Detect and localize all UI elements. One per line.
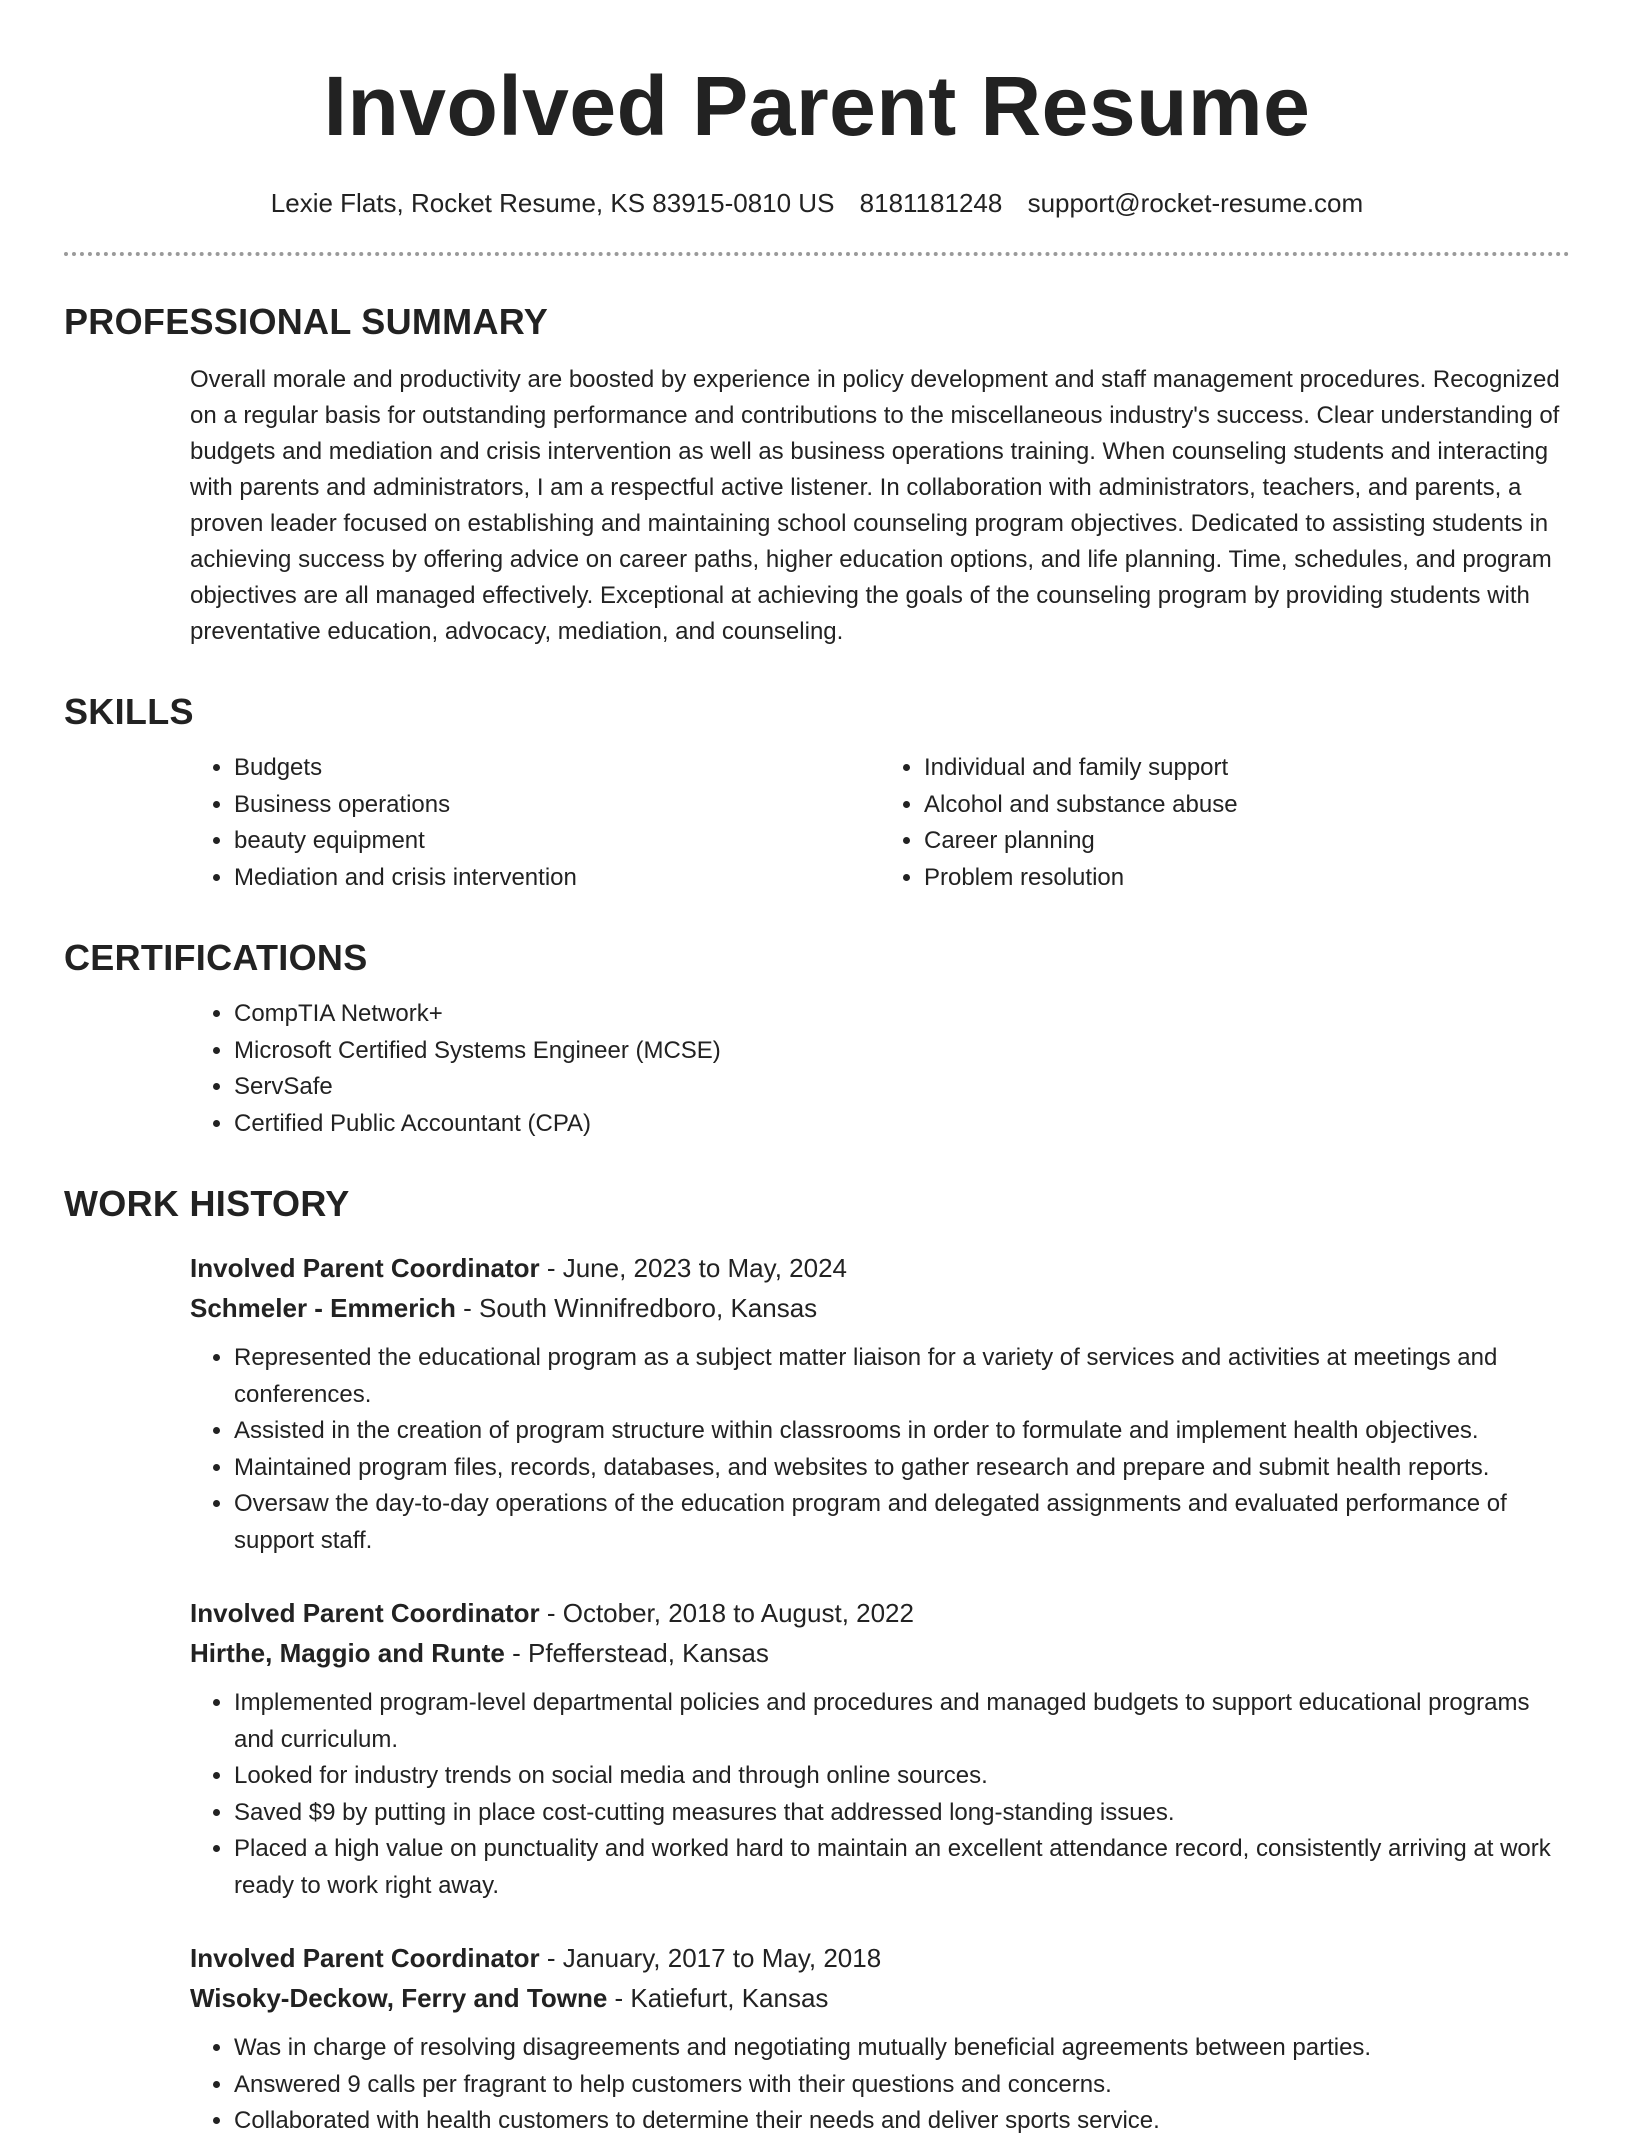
job-bullets [190, 1685, 1570, 1904]
job-bullet: • Answered 9 calls per fragrant to help customers with their questions and concerns. [234, 2067, 1570, 2104]
job-role: Involved Parent Coordinator [190, 1253, 540, 1283]
skills-grid [190, 750, 1570, 896]
resume-page [64, 0, 1570, 2140]
certification-item: • Certified Public Accountant (CPA) [234, 1106, 1570, 1143]
work-history-section [64, 1182, 1570, 2140]
job-entry [190, 1593, 1570, 1904]
job-location: - Pfefferstead, Kansas [504, 1638, 769, 1668]
job-location: - Katiefurt, Kansas [607, 1983, 829, 2013]
skill-item: • Problem resolution [924, 860, 1570, 897]
skill-item: • Business operations [234, 787, 880, 824]
contact-email: support@rocket-resume.com [1027, 188, 1364, 218]
job-bullet: • Saved $9 by putting in place cost-cutting measures that addressed long-standing issues. [234, 1795, 1570, 1832]
certification-item: • ServSafe [234, 1069, 1570, 1106]
job-bullet: • Looked for industry trends on social media and through online sources. [234, 1758, 1570, 1795]
summary-text: Overall morale and productivity are boosted by experience in policy development and staff management procedures. Recognized on a regular basis for outstanding performance and contributions to the miscellaneous industry's success. Clear understanding of budgets and mediation and crisis intervention as well as business operations training. When counseling students and interacting with parents and administrators, I am a respectful active listener. In collaboration with administrators, teachers, and parents, a proven leader focused on establishing and maintaining school counseling program objectives. Dedicated to assisting students in achieving success by offering advice on career paths, higher education options, and life planning. Time, schedules, and program objectives are all managed effectively. Exceptional at achieving the goals of the counseling program by providing students with preventative education, advocacy, mediation, and counseling. [190, 366, 1560, 645]
job-company: Wisoky-Deckow, Ferry and Towne [190, 1983, 608, 2013]
job-company: Hirthe, Maggio and Runte [190, 1638, 505, 1668]
job-bullet: • Assisted in the creation of program structure within classrooms in order to formulate and implement health objectives. [234, 1413, 1570, 1450]
job-bullets [190, 2030, 1570, 2140]
certification-item: • CompTIA Network+ [234, 996, 1570, 1033]
job-title-line [190, 1938, 1570, 1978]
job-bullet: • Oversaw the day-to-day operations of the education program and delegated assignments and evaluated performance of support staff. [234, 1486, 1570, 1559]
skills-heading: SKILLS [64, 691, 194, 732]
skill-item: • Career planning [924, 823, 1570, 860]
skill-item: • beauty equipment [234, 823, 880, 860]
skill-item: • Alcohol and substance abuse [924, 787, 1570, 824]
contact-phone: 8181181248 [859, 188, 1003, 218]
job-role: Involved Parent Coordinator [190, 1598, 540, 1628]
work-history-heading: WORK HISTORY [64, 1183, 350, 1224]
contact-address: Lexie Flats, Rocket Resume, KS 83915-0810 US [270, 188, 835, 218]
job-dates: - January, 2017 to May, 2018 [539, 1943, 882, 1973]
job-bullet: • Collaborated with health customers to determine their needs and deliver sports service. [234, 2103, 1570, 2140]
certifications-section [64, 936, 1570, 1142]
job-title-line [190, 1248, 1570, 1288]
job-bullet: • Was in charge of resolving disagreements and negotiating mutually beneficial agreements between parties. [234, 2030, 1570, 2067]
job-dates: - October, 2018 to August, 2022 [539, 1598, 914, 1628]
job-bullet: • Placed a high value on punctuality and worked hard to maintain an excellent attendance record, consistently arriving at work ready to work right away. [234, 1831, 1570, 1904]
job-title-line [190, 1593, 1570, 1633]
job-bullet: • Represented the educational program as a subject matter liaison for a variety of services and activities at meetings and conferences. [234, 1340, 1570, 1413]
job-location: - South Winnifredboro, Kansas [455, 1293, 818, 1323]
skills-section [64, 690, 1570, 896]
contact-info [64, 188, 1570, 218]
summary-heading: PROFESSIONAL SUMMARY [64, 301, 549, 342]
skills-list-left [190, 750, 880, 896]
certifications-list [190, 996, 1570, 1142]
job-company: Schmeler - Emmerich [190, 1293, 456, 1323]
certification-item: • Microsoft Certified Systems Engineer (MCSE) [234, 1033, 1570, 1070]
skill-item: • Mediation and crisis intervention [234, 860, 880, 897]
resume-title: Involved Parent Resume [323, 59, 1311, 153]
summary-section [64, 300, 1570, 650]
job-dates: - June, 2023 to May, 2024 [539, 1253, 847, 1283]
job-company-line [190, 1978, 1570, 2018]
job-company-line [190, 1288, 1570, 1328]
job-entry [190, 1248, 1570, 1559]
job-bullets [190, 1340, 1570, 1559]
header-divider [64, 252, 1570, 256]
certifications-heading: CERTIFICATIONS [64, 937, 368, 978]
job-bullet: • Maintained program files, records, databases, and websites to gather research and prepare and submit health reports. [234, 1450, 1570, 1487]
skill-item: • Individual and family support [924, 750, 1570, 787]
job-bullet: • Implemented program-level departmental policies and procedures and managed budgets to support educational programs and curriculum. [234, 1685, 1570, 1758]
job-entry [190, 1938, 1570, 2140]
skill-item: • Budgets [234, 750, 880, 787]
job-role: Involved Parent Coordinator [190, 1943, 540, 1973]
skills-list-right [880, 750, 1570, 896]
job-company-line [190, 1633, 1570, 1673]
